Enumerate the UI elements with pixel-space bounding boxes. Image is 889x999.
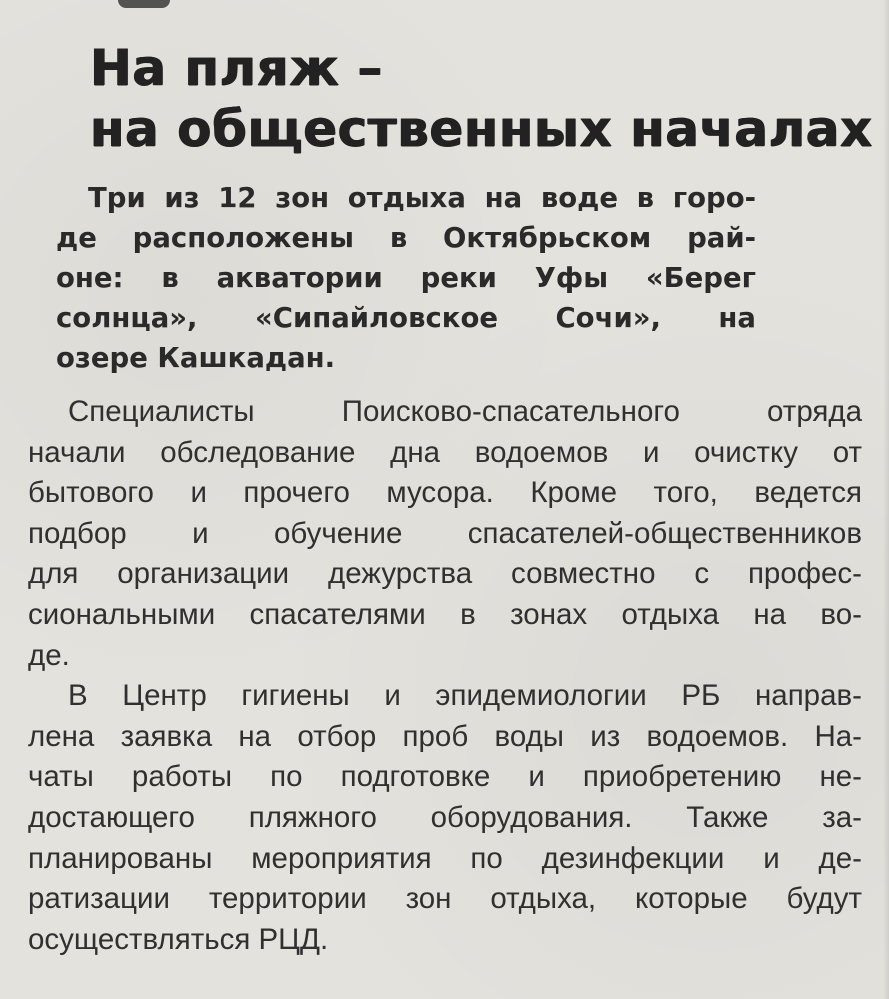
article-body [28, 392, 862, 960]
lead-line: Три из 12 зон отдыха на воде в горо- [88, 182, 756, 214]
article-headline [90, 38, 873, 160]
lead-line: солнца», «Сипайловское Сочи», на [56, 302, 756, 334]
article-lead [56, 178, 756, 378]
lead-line: оне: в акватории реки Уфы «Берег [56, 262, 756, 294]
lead-line: де расположены в Октябрьском рай- [56, 222, 756, 254]
body-line: Специалисты Поисково-спасательного отряда [68, 395, 862, 428]
body-line: ратизации территории зон отдыха, которые будут [28, 882, 862, 916]
body-line: начали обследование дна водоемов и очистку от [28, 435, 862, 469]
body-line: достающего пляжного оборудования. Также за- [28, 800, 862, 834]
body-line: для организации дежурства совместно с профес- [28, 557, 862, 591]
headline-line: на общественных началах [90, 100, 873, 158]
body-line: чаты работы по подготовке и приобретению не- [28, 760, 862, 794]
body-line: В Центр гигиены и эпидемиологии РБ направ- [68, 679, 862, 713]
previous-article-fragment [118, 0, 170, 8]
body-line: сиональными спасателями в зонах отдыха на во- [28, 597, 862, 631]
headline-line: На пляж – [90, 39, 383, 97]
page-edge-shadow [883, 0, 889, 999]
body-paragraph [28, 676, 862, 960]
body-paragraph [28, 392, 862, 676]
body-line: лена заявка на отбор проб воды из водоемов. На- [28, 719, 862, 753]
body-line: осуществляться РЦД. [28, 922, 329, 956]
body-line: планированы мероприятия по дезинфекции и де- [28, 841, 862, 875]
body-line: бытового и прочего мусора. Кроме того, ведется [28, 476, 862, 510]
body-line: де. [28, 638, 70, 672]
body-line: подбор и обучение спасателей-общественников [28, 516, 862, 550]
lead-line: озере Кашкадан. [56, 342, 336, 374]
